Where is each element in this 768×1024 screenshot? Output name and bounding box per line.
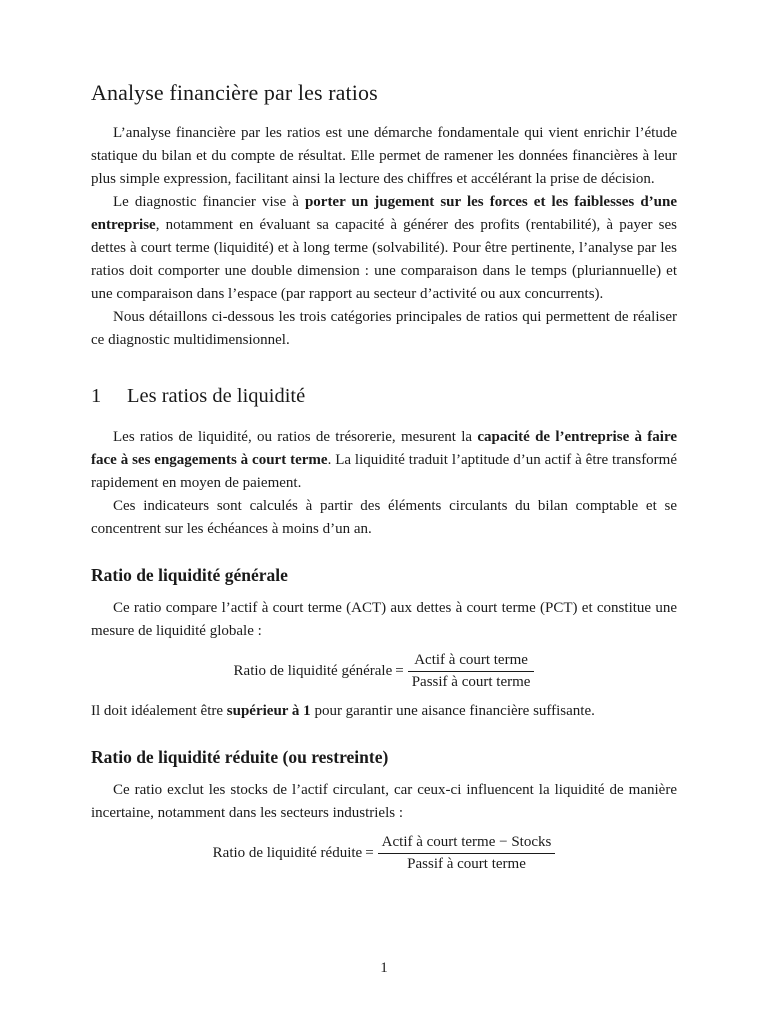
- intro-p2-emphasis: porter un jugement sur les forces et les faiblesses d’une entreprise: [91, 194, 677, 233]
- intro-p2-text-after: , notamment en évaluant sa capacité à générer des profits (rentabilité), à payer ses dettes à court terme (liquidité) et à long terme (solvabilité). Pour être pertinente, l’analyse par les ratios doit comporter une double dimension : une comparaison dans le temps (pluriannuelle) et une comparaison dans l’espace (par rapport au secteur d’activité ou aux concurrents).: [91, 217, 677, 302]
- formula-2-equals: =: [365, 845, 374, 861]
- formula-2-numerator: Actif à court terme − Stocks: [381, 834, 552, 850]
- section-1-paragraph-1: [91, 426, 677, 495]
- formula-liquidite-generale: [91, 651, 677, 692]
- section-1-p1-emphasis: capacité de l’entreprise à faire face à ses engagements à court terme: [91, 429, 677, 468]
- formula-1-lhs: Ratio de liquidité générale: [233, 663, 393, 679]
- intro-paragraph-2: [91, 191, 677, 306]
- formula-1-equals: =: [395, 663, 404, 679]
- sub1-p2-emphasis: supérieur à 1: [226, 703, 311, 719]
- intro-paragraph-1: L’analyse financière par les ratios est une démarche fondamentale qui vient enrichir l’étude statique du bilan et du compte de résultat. Elle permet de ramener les données financières à leur plus simple expression, facilitant ainsi la lecture des chiffres et accélérant la prise de décision.: [91, 125, 677, 187]
- subsection-liquidite-generale-title: Ratio de liquidité générale: [91, 565, 288, 585]
- section-1-number: 1: [91, 385, 102, 407]
- section-1-p1-text-before: Les ratios de liquidité, ou ratios de trésorerie, mesurent la: [113, 429, 478, 445]
- subsection-liquidite-generale-paragraph: Ce ratio compare l’actif à court terme (ACT) aux dettes à court terme (PCT) et constitue une mesure de liquidité globale :: [91, 600, 677, 639]
- formula-2-fraction: [378, 833, 556, 874]
- intro-paragraph-3: Nous détaillons ci-dessous les trois catégories principales de ratios qui permettent de réaliser ce diagnostic multidimensionnel.: [91, 309, 677, 348]
- section-1-title: Les ratios de liquidité: [127, 385, 306, 407]
- formula-1-fraction: [408, 651, 535, 692]
- formula-1-denominator: Passif à court terme: [411, 674, 531, 690]
- formula-1-numerator: Actif à court terme: [414, 652, 528, 668]
- formula-liquidite-reduite: [91, 833, 677, 874]
- subsection-liquidite-reduite-paragraph: Ce ratio exclut les stocks de l’actif circulant, car ceux-ci influencent la liquidité de manière incertaine, notamment dans les secteurs industriels :: [91, 782, 677, 821]
- sub1-p2-text-before: Il doit idéalement être: [91, 703, 227, 719]
- formula-2-denominator: Passif à court terme: [407, 856, 526, 872]
- subsection-liquidite-reduite-title: Ratio de liquidité réduite (ou restreinte): [91, 747, 389, 767]
- subsection-liquidite-generale-conclusion: [91, 700, 677, 723]
- page-number: 1: [380, 960, 388, 976]
- section-1-heading: [91, 382, 677, 410]
- document-title: Analyse financière par les ratios: [91, 80, 378, 105]
- intro-p2-text-before: Le diagnostic financier vise à: [113, 194, 305, 210]
- section-1-paragraph-2: Ces indicateurs sont calculés à partir des éléments circulants du bilan comptable et se concentrent sur les échéances à moins d’un an.: [91, 498, 677, 537]
- formula-2-lhs: Ratio de liquidité réduite: [212, 845, 363, 861]
- section-1-p1-text-after: . La liquidité traduit l’aptitude d’un actif à être transformé rapidement en moyen de paiement.: [91, 452, 678, 491]
- sub1-p2-text-after: pour garantir une aisance financière suffisante.: [310, 703, 595, 719]
